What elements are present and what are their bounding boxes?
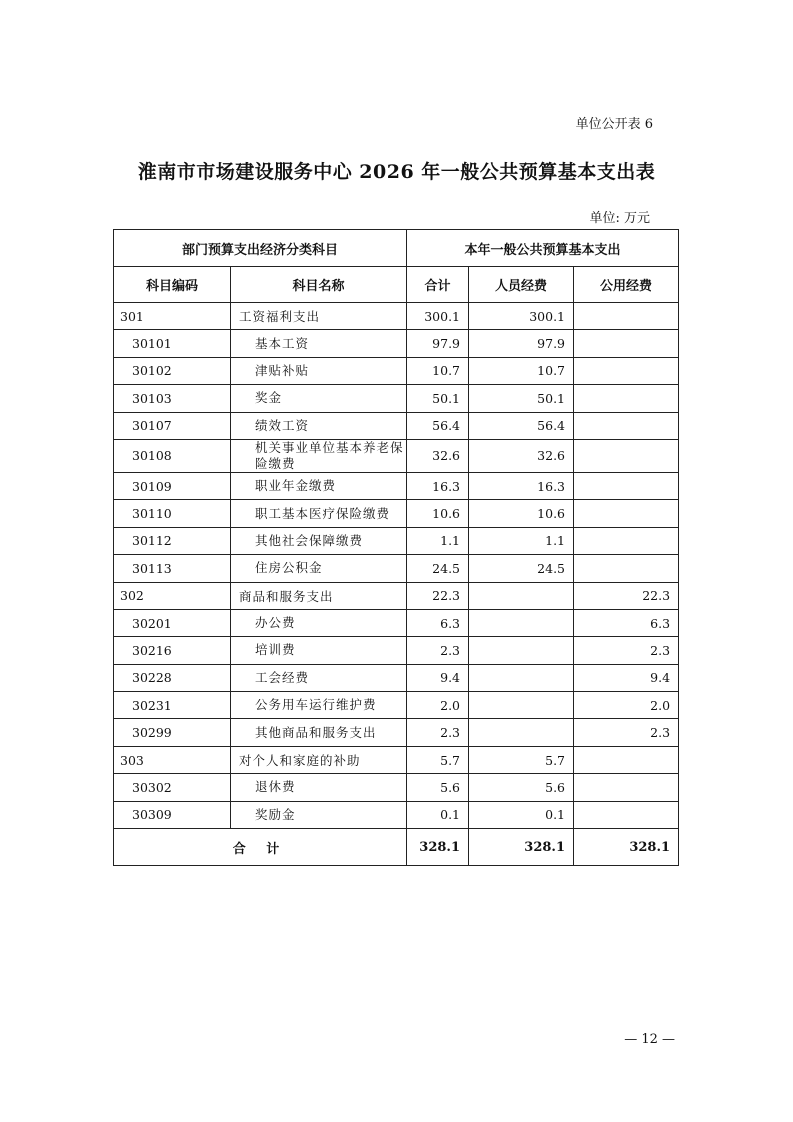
cell-public <box>574 500 679 527</box>
table-row <box>114 801 679 828</box>
table-body <box>114 303 679 829</box>
table-row <box>114 357 679 384</box>
cell-public <box>574 527 679 554</box>
cell-public <box>574 472 679 499</box>
cell-total: 6.3 <box>407 609 469 636</box>
cell-personnel: 5.6 <box>469 774 574 801</box>
table-row <box>114 412 679 439</box>
cell-name: 奖金 <box>231 385 407 412</box>
cell-personnel: 1.1 <box>469 527 574 554</box>
cell-total: 10.7 <box>407 357 469 384</box>
cell-name: 绩效工资 <box>231 412 407 439</box>
cell-total: 5.6 <box>407 774 469 801</box>
cell-name: 商品和服务支出 <box>231 582 407 609</box>
column-header-name: 科目名称 <box>231 267 407 303</box>
table-row <box>114 500 679 527</box>
group-header-classification: 部门预算支出经济分类科目 <box>114 230 407 267</box>
table-row <box>114 746 679 773</box>
cell-total: 97.9 <box>407 330 469 357</box>
cell-public <box>574 412 679 439</box>
column-header-total: 合计 <box>407 267 469 303</box>
table-row <box>114 439 679 472</box>
cell-public <box>574 330 679 357</box>
cell-name: 办公费 <box>231 609 407 636</box>
cell-personnel: 300.1 <box>469 303 574 330</box>
cell-total: 2.3 <box>407 719 469 746</box>
unit-label: 单位: 万元 <box>589 211 650 226</box>
cell-code: 30231 <box>114 692 231 719</box>
cell-name: 工资福利支出 <box>231 303 407 330</box>
table-row <box>114 719 679 746</box>
cell-personnel <box>469 719 574 746</box>
cell-public <box>574 746 679 773</box>
cell-personnel: 10.6 <box>469 500 574 527</box>
cell-name: 基本工资 <box>231 330 407 357</box>
cell-public: 2.3 <box>574 719 679 746</box>
cell-code: 30107 <box>114 412 231 439</box>
cell-public <box>574 801 679 828</box>
cell-name: 对个人和家庭的补助 <box>231 746 407 773</box>
cell-total: 5.7 <box>407 746 469 773</box>
column-header-public: 公用经费 <box>574 267 679 303</box>
page-title: 淮南市市场建设服务中心 2026 年一般公共预算基本支出表 <box>137 161 656 183</box>
cell-personnel: 5.7 <box>469 746 574 773</box>
cell-name: 其他商品和服务支出 <box>231 719 407 746</box>
cell-total: 10.6 <box>407 500 469 527</box>
cell-code: 30102 <box>114 357 231 384</box>
table-row <box>114 385 679 412</box>
table-row <box>114 303 679 330</box>
cell-code: 30299 <box>114 719 231 746</box>
cell-public <box>574 357 679 384</box>
table-row <box>114 472 679 499</box>
cell-public <box>574 774 679 801</box>
cell-name: 培训费 <box>231 637 407 664</box>
page-number: — 12 — <box>624 1032 675 1047</box>
table-row <box>114 527 679 554</box>
cell-public <box>574 303 679 330</box>
cell-name: 奖励金 <box>231 801 407 828</box>
cell-code: 30216 <box>114 637 231 664</box>
cell-public: 2.0 <box>574 692 679 719</box>
table-row <box>114 582 679 609</box>
table-row <box>114 637 679 664</box>
cell-personnel: 32.6 <box>469 439 574 472</box>
cell-personnel: 10.7 <box>469 357 574 384</box>
cell-code: 30228 <box>114 664 231 691</box>
cell-name: 退休费 <box>231 774 407 801</box>
cell-total: 2.0 <box>407 692 469 719</box>
cell-code: 30113 <box>114 555 231 582</box>
cell-personnel: 16.3 <box>469 472 574 499</box>
cell-public <box>574 439 679 472</box>
cell-total: 22.3 <box>407 582 469 609</box>
cell-total: 24.5 <box>407 555 469 582</box>
cell-personnel <box>469 582 574 609</box>
cell-code: 30101 <box>114 330 231 357</box>
table-row <box>114 774 679 801</box>
table-row <box>114 555 679 582</box>
cell-personnel: 97.9 <box>469 330 574 357</box>
cell-personnel: 50.1 <box>469 385 574 412</box>
table-row <box>114 330 679 357</box>
cell-name: 津贴补贴 <box>231 357 407 384</box>
cell-public: 6.3 <box>574 609 679 636</box>
total-sum: 328.1 <box>407 829 469 866</box>
cell-total: 0.1 <box>407 801 469 828</box>
cell-name: 机关事业单位基本养老保险缴费 <box>231 439 407 472</box>
cell-public: 22.3 <box>574 582 679 609</box>
cell-personnel: 24.5 <box>469 555 574 582</box>
cell-code: 301 <box>114 303 231 330</box>
cell-code: 30201 <box>114 609 231 636</box>
cell-public <box>574 555 679 582</box>
cell-code: 30110 <box>114 500 231 527</box>
cell-personnel <box>469 692 574 719</box>
cell-name: 工会经费 <box>231 664 407 691</box>
cell-code: 30302 <box>114 774 231 801</box>
cell-total: 32.6 <box>407 439 469 472</box>
cell-code: 30108 <box>114 439 231 472</box>
cell-personnel <box>469 637 574 664</box>
column-header-code: 科目编码 <box>114 267 231 303</box>
cell-total: 1.1 <box>407 527 469 554</box>
cell-public <box>574 385 679 412</box>
table-group-header-row <box>114 230 679 267</box>
total-row <box>114 829 679 866</box>
cell-code: 30112 <box>114 527 231 554</box>
cell-code: 303 <box>114 746 231 773</box>
cell-total: 9.4 <box>407 664 469 691</box>
group-header-basic-expenditure: 本年一般公共预算基本支出 <box>407 230 679 267</box>
page-label: 单位公开表 6 <box>575 117 653 132</box>
cell-code: 302 <box>114 582 231 609</box>
table-column-header-row <box>114 267 679 303</box>
cell-total: 16.3 <box>407 472 469 499</box>
cell-name: 公务用车运行维护费 <box>231 692 407 719</box>
total-public: 328.1 <box>574 829 679 866</box>
cell-code: 30103 <box>114 385 231 412</box>
budget-table <box>113 229 679 866</box>
cell-name: 职业年金缴费 <box>231 472 407 499</box>
total-label: 合 计 <box>114 829 407 866</box>
cell-personnel <box>469 609 574 636</box>
cell-code: 30309 <box>114 801 231 828</box>
cell-name: 职工基本医疗保险缴费 <box>231 500 407 527</box>
cell-name: 住房公积金 <box>231 555 407 582</box>
cell-public: 9.4 <box>574 664 679 691</box>
cell-total: 50.1 <box>407 385 469 412</box>
cell-code: 30109 <box>114 472 231 499</box>
cell-personnel <box>469 664 574 691</box>
table-row <box>114 609 679 636</box>
column-header-personnel: 人员经费 <box>469 267 574 303</box>
table-row <box>114 664 679 691</box>
cell-total: 2.3 <box>407 637 469 664</box>
table-row <box>114 692 679 719</box>
cell-personnel: 0.1 <box>469 801 574 828</box>
cell-name: 其他社会保障缴费 <box>231 527 407 554</box>
cell-total: 300.1 <box>407 303 469 330</box>
cell-total: 56.4 <box>407 412 469 439</box>
total-personnel: 328.1 <box>469 829 574 866</box>
cell-personnel: 56.4 <box>469 412 574 439</box>
cell-public: 2.3 <box>574 637 679 664</box>
